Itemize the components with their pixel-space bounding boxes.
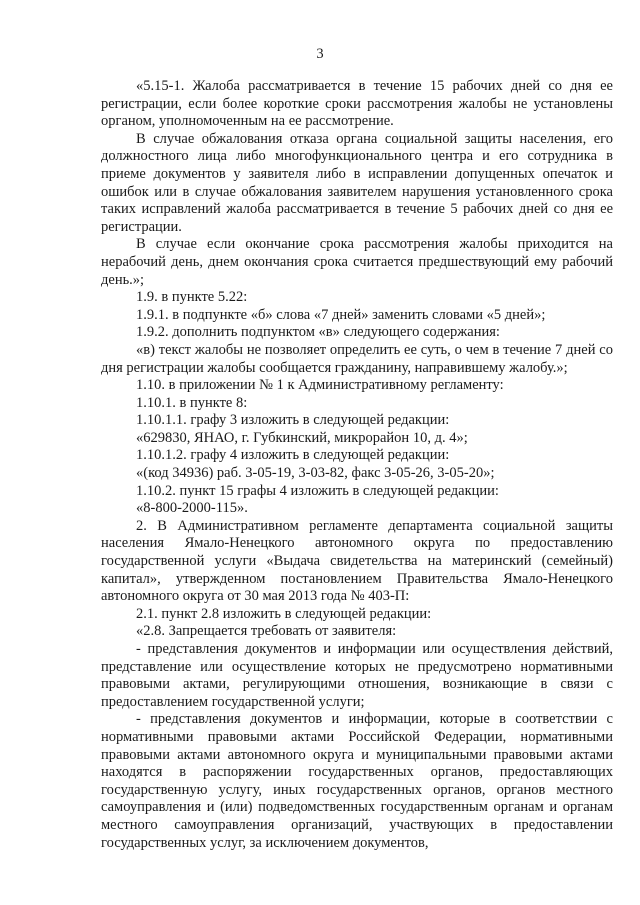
paragraph-1-10-2: 1.10.2. пункт 15 графы 4 изложить в следующей редакции: xyxy=(136,482,499,499)
page-number: 3 xyxy=(316,46,324,62)
paragraph-1-10: 1.10. в приложении № 1 к Административному регламенту: xyxy=(136,377,504,394)
paragraph-1-9: 1.9. в пункте 5.22: xyxy=(136,289,248,306)
paragraph-prohibition-2: - представления документов и информации, которые в соответствии с нормативными правовыми актами Российской Федерации, нормативными правовыми актами автономного округа и муниципальными правовыми актами находятся в распоряжении государственных органов, предоставляющих государственную услугу, иных государственных органов, органов местного самоуправления и (или) подведомственных государственным органам и органам местного самоуправления организаций, участвующих в предоставлении государственных услуг, за исключением документов, xyxy=(101,711,613,851)
paragraph-1-10-1-2: 1.10.1.2. графу 4 изложить в следующей редакции: xyxy=(136,447,450,464)
paragraph-2-1: 2.1. пункт 2.8 изложить в следующей редакции: xyxy=(136,605,432,622)
paragraph-prohibition-1: - представления документов и информации или осуществления действий, представление или осуществление которых не предусмотрено нормативными правовыми актами, регулирующими отношения, возникающие в связи с предоставлением государственной услуги; xyxy=(101,641,613,710)
paragraph-1-9-1: 1.9.1. в подпункте «б» слова «7 дней» заменить словами «5 дней»; xyxy=(136,306,546,323)
paragraph-1-10-1-1: 1.10.1.1. графу 3 изложить в следующей редакции: xyxy=(136,412,450,429)
paragraph-1-10-1: 1.10.1. в пункте 8: xyxy=(136,394,248,411)
document-body xyxy=(101,78,613,852)
paragraph-hotline: «8-800-2000-115». xyxy=(136,500,248,517)
paragraph-address: «629830, ЯНАО, г. Губкинский, микрорайон 10, д. 4»; xyxy=(136,429,468,446)
paragraph-2-8: «2.8. Запрещается требовать от заявителя: xyxy=(136,623,397,640)
paragraph-subpoint-v: «в) текст жалобы не позволяет определить ее суть, о чем в течение 7 дней со дня регистрации жалобы сообщается гражданину, направившему жалобу.»; xyxy=(101,341,613,376)
paragraph-non-working-day: В случае если окончание срока рассмотрения жалобы приходится на нерабочий день, днем окончания срока считается предшествующий ему рабочий день.»; xyxy=(101,236,613,288)
paragraph-2: 2. В Административном регламенте департамента социальной защиты населения Ямало-Ненецкого автономного округа по предоставлению государственной услуги «Выдача свидетельства на материнский (семейный) капитал», утвержденном постановлением Правительства Ямало-Ненецкого автономного округа от 30 мая 2013 года № 403-П: xyxy=(101,517,613,605)
paragraph-5-15-1: «5.15-1. Жалоба рассматривается в течение 15 рабочих дней со дня ее регистрации, если более короткие сроки рассмотрения жалобы не установлены органом, уполномоченным на ее рассмотрение. xyxy=(101,78,613,130)
paragraph-appeal-refusal: В случае обжалования отказа органа социальной защиты населения, его должностного лица либо многофункционального центра и его сотрудника в приеме документов у заявителя либо в исправлении допущенных опечаток и ошибок или в случае обжалования заявителем нарушения установленного срока таких исправлений жалоба рассматривается в течение 5 рабочих дней со дня ее регистрации. xyxy=(101,130,613,235)
paragraph-1-9-2: 1.9.2. дополнить подпунктом «в» следующего содержания: xyxy=(136,324,500,341)
paragraph-phones: «(код 34936) раб. 3-05-19, 3-03-82, факс 3-05-26, 3-05-20»; xyxy=(136,465,495,482)
